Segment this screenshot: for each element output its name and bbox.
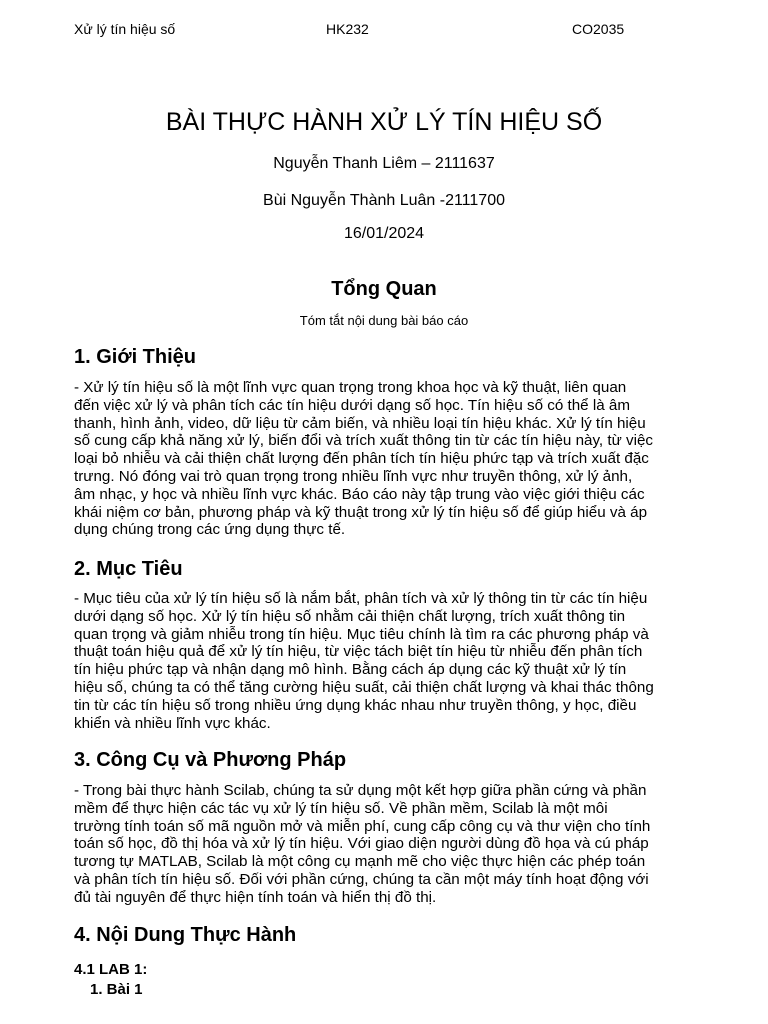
paragraph-line: khiển và nhiều lĩnh vực khác. [74, 714, 271, 732]
overview-subtitle: Tóm tắt nội dung bài báo cáo [299, 313, 469, 328]
overview-title: Tổng Quan [331, 278, 437, 300]
section-heading: 1. Giới Thiệu [74, 346, 197, 368]
header-semester: HK232 [326, 21, 369, 37]
paragraph-line: âm nhạc, y học và nhiều lĩnh vực khác. Báo cáo này tập trung vào việc giới thiệu các [74, 485, 645, 503]
paragraph-line: tương tự MATLAB, Scilab là một công cụ mạnh mẽ cho việc thực hiện các phép toán [74, 853, 646, 871]
paragraph-line: - Mục tiêu của xử lý tín hiệu số là nắm bắt, phân tích và xử lý thông tin từ các tín hiệu [74, 590, 648, 607]
paragraph-line: đủ tài nguyên để thực hiện tính toán và hiển thị đồ thị. [74, 888, 437, 906]
paragraph-line: tín hiệu phức tạp và nhận dạng mô hình. Bằng cách áp dụng các kỹ thuật xử lý tín [74, 661, 627, 679]
paragraph-line: dụng chúng trong các ứng dụng thực tế. [74, 521, 346, 539]
section-paragraph [74, 379, 734, 539]
paragraph-line: loại bỏ nhiễu và cải thiện chất lượng đến phân tích tín hiệu phức tạp và trích xuất đặc [74, 450, 649, 468]
paragraph-line: số cung cấp khả năng xử lý, biến đổi và trích xuất thông tin từ các tín hiệu này, từ việc [74, 432, 653, 450]
paragraph-line: quan trọng và giảm nhiễu trong tín hiệu. Mục tiêu chính là tìm ra các phương pháp và [74, 625, 649, 643]
author-2: Bùi Nguyễn Thành Luân -2111700 [263, 192, 505, 209]
paragraph-line: và phân tích tín hiệu số. Đối với phần cứng, chúng ta cần một máy tính hoạt động với [74, 870, 649, 888]
paragraph-line: thuật toán hiệu quả để xử lý tín hiệu, từ việc tách biệt tín hiệu từ nhiễu đến phân tích [74, 643, 643, 661]
section-paragraph [74, 590, 734, 732]
section-heading: 4. Nội Dung Thực Hành [74, 924, 297, 946]
paragraph-line: trưng. Nó đóng vai trò quan trọng trong nhiều lĩnh vực như truyền thông, xử lý ảnh, [74, 467, 633, 485]
section-paragraph [74, 782, 734, 907]
paragraph-line: - Trong bài thực hành Scilab, chúng ta sử dụng một kết hợp giữa phần cứng và phần [74, 782, 647, 799]
header-course-name: Xử lý tín hiệu số [74, 21, 176, 37]
paragraph-line: đến việc xử lý và phân tích các tín hiệu dưới dạng số học. Tín hiệu số có thể là âm [74, 396, 630, 414]
paragraph-line: trường tính toán số mã nguồn mở và miễn phí, cung cấp công cụ và thư viện cho tính [74, 817, 651, 835]
list-item-heading: 1. Bài 1 [90, 981, 143, 998]
paragraph-line: mềm để thực hiện các tác vụ xử lý tín hiệu số. Về phần mềm, Scilab là một môi [74, 799, 608, 817]
section-heading: 3. Công Cụ và Phương Pháp [74, 749, 347, 771]
paragraph-line: dưới dạng số học. Xử lý tín hiệu số nhằm cải thiện chất lượng, trích xuất thông tin [74, 607, 626, 625]
document-title: BÀI THỰC HÀNH XỬ LÝ TÍN HIỆU SỐ [165, 108, 603, 136]
paragraph-line: - Xử lý tín hiệu số là một lĩnh vực quan trọng trong khoa học và kỹ thuật, liên quan [74, 379, 627, 396]
document-date: 16/01/2024 [343, 225, 425, 242]
author-1: Nguyễn Thanh Liêm – 2111637 [273, 155, 495, 172]
paragraph-line: tin từ các tín hiệu số trong nhiều ứng dụng khác nhau như truyền thông, y học, điều [74, 696, 637, 714]
paragraph-line: hiệu số, chúng ta có thể tăng cường hiệu suất, cải thiện chất lượng và khai thác thông [74, 678, 654, 696]
header-course-code: CO2035 [572, 21, 625, 37]
subsection-heading: 4.1 LAB 1: [74, 961, 148, 978]
section-heading: 2. Mục Tiêu [74, 558, 183, 580]
paragraph-line: khái niệm cơ bản, phương pháp và kỹ thuật trong xử lý tín hiệu số để giúp hiểu và áp [74, 503, 648, 521]
paragraph-line: thanh, hình ảnh, video, dữ liệu từ cảm biến, và nhiều loại tín hiệu khác. Xử lý tín hiệu [74, 414, 646, 432]
paragraph-line: toán số học, đồ thị hóa và xử lý tín hiệu. Với giao diện người dùng đồ họa và cú pháp [74, 835, 649, 853]
